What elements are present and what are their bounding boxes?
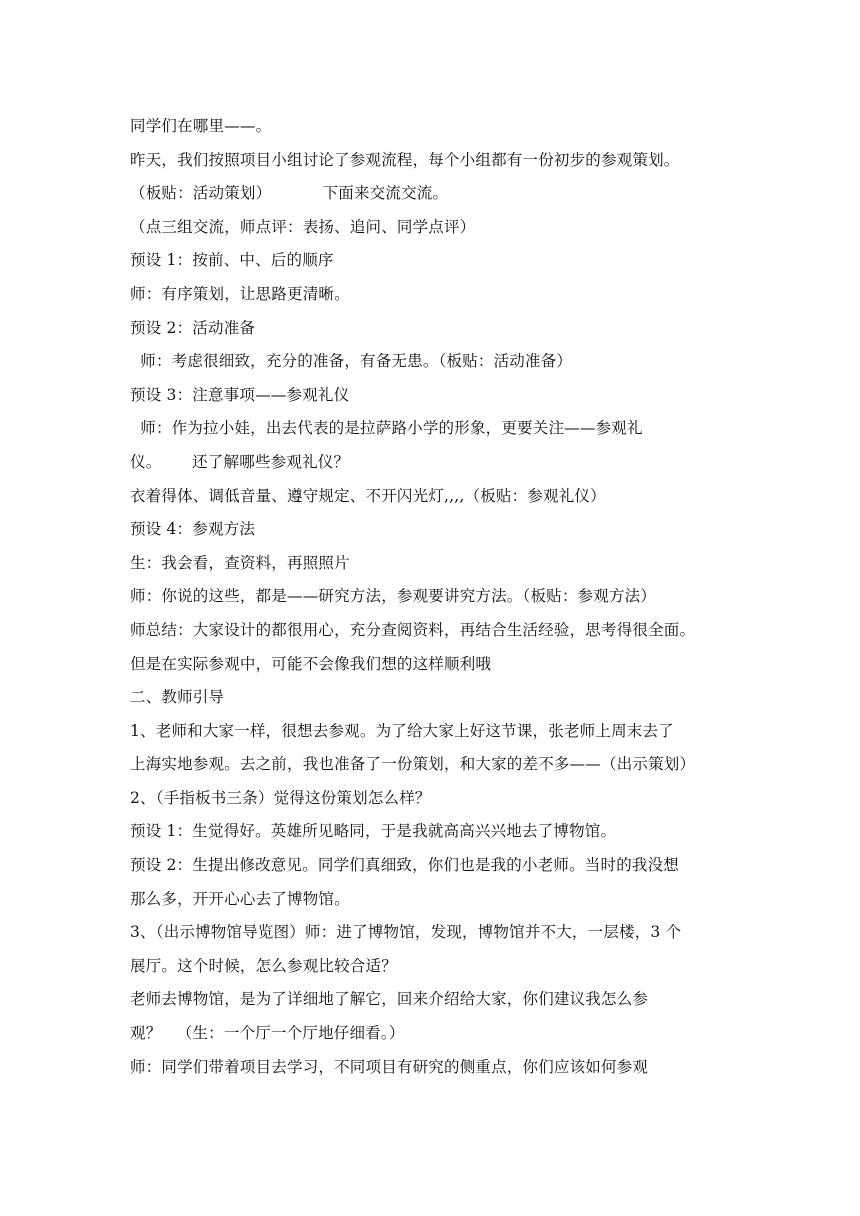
text-line: 昨天，我们按照项目小组讨论了参观流程，每个小组都有一份初步的参观策划。: [130, 150, 680, 169]
text-line: （板贴：活动策划） 下面来交流交流。: [130, 184, 449, 203]
text-line: （点三组交流，师点评：表扬、追问、同学点评）: [130, 217, 476, 236]
text-line: 师：考虑很细致，充分的准备，有备无患。（板贴：活动准备）: [130, 352, 573, 371]
text-line: 生：我会看，查资料，再照照片: [130, 553, 350, 572]
text-line: 观？ （生：一个厅一个厅地仔细看。）: [130, 1024, 405, 1043]
text-line: 预设 1：生觉得好。英雄所见略同，于是我就高高兴兴地去了博物馆。: [130, 822, 617, 841]
text-line: 预设 2：活动准备: [130, 318, 256, 337]
text-line: 但是在实际参观中，可能不会像我们想的这样顺利哦: [130, 654, 492, 673]
text-line: 1、老师和大家一样，很想去参观。为了给大家上好这节课，张老师上周末去了: [130, 721, 674, 740]
text-line: 老师去博物馆，是为了详细地了解它，回来介绍给大家，你们建议我怎么参: [130, 990, 649, 1009]
text-line: 展厅。这个时候，怎么参观比较合适？: [130, 956, 397, 975]
text-line: 仪。 还了解哪些参观礼仪？: [130, 452, 350, 471]
text-line: 师：你说的这些，都是——研究方法，参观要讲究方法。（板贴：参观方法）: [130, 587, 657, 606]
text-line: 师：有序策划，让思路更清晰。: [130, 284, 350, 303]
document-body: [130, 110, 740, 1084]
text-line: 师总结：大家设计的都很用心，充分查阅资料，再结合生活经验，思考得很全面。: [130, 620, 696, 639]
text-line: 衣着得体、调低音量、遵守规定、不开闪光灯,,,,（板贴：参观礼仪）: [130, 486, 606, 505]
text-line: 那么多，开开心心去了博物馆。: [130, 889, 350, 908]
text-line: 师：作为拉小娃，出去代表的是拉萨路小学的形象，更要关注——参观礼: [130, 419, 643, 438]
section-heading: 二、教师引导: [130, 688, 225, 707]
text-line: 3、（出示博物馆导览图）师：进了博物馆，发现，博物馆并不大，一层楼，3 个: [130, 923, 682, 942]
text-line: 预设 4：参观方法: [130, 520, 256, 539]
text-line: 同学们在哪里——。: [130, 117, 272, 135]
text-line: 预设 2：生提出修改意见。同学们真细致，你们也是我的小老师。当时的我没想: [130, 856, 679, 875]
text-line: 预设 3：注意事项——参观礼仪: [130, 385, 350, 404]
text-line: 2、（手指板书三条）觉得这份策划怎么样？: [130, 788, 431, 807]
text-line: 上海实地参观。去之前，我也准备了一份策划，和大家的差不多——（出示策划）: [130, 755, 696, 774]
text-line: 预设 1：按前、中、后的顺序: [130, 251, 334, 270]
text-line: 师：同学们带着项目去学习，不同项目有研究的侧重点，你们应该如何参观: [130, 1057, 649, 1076]
